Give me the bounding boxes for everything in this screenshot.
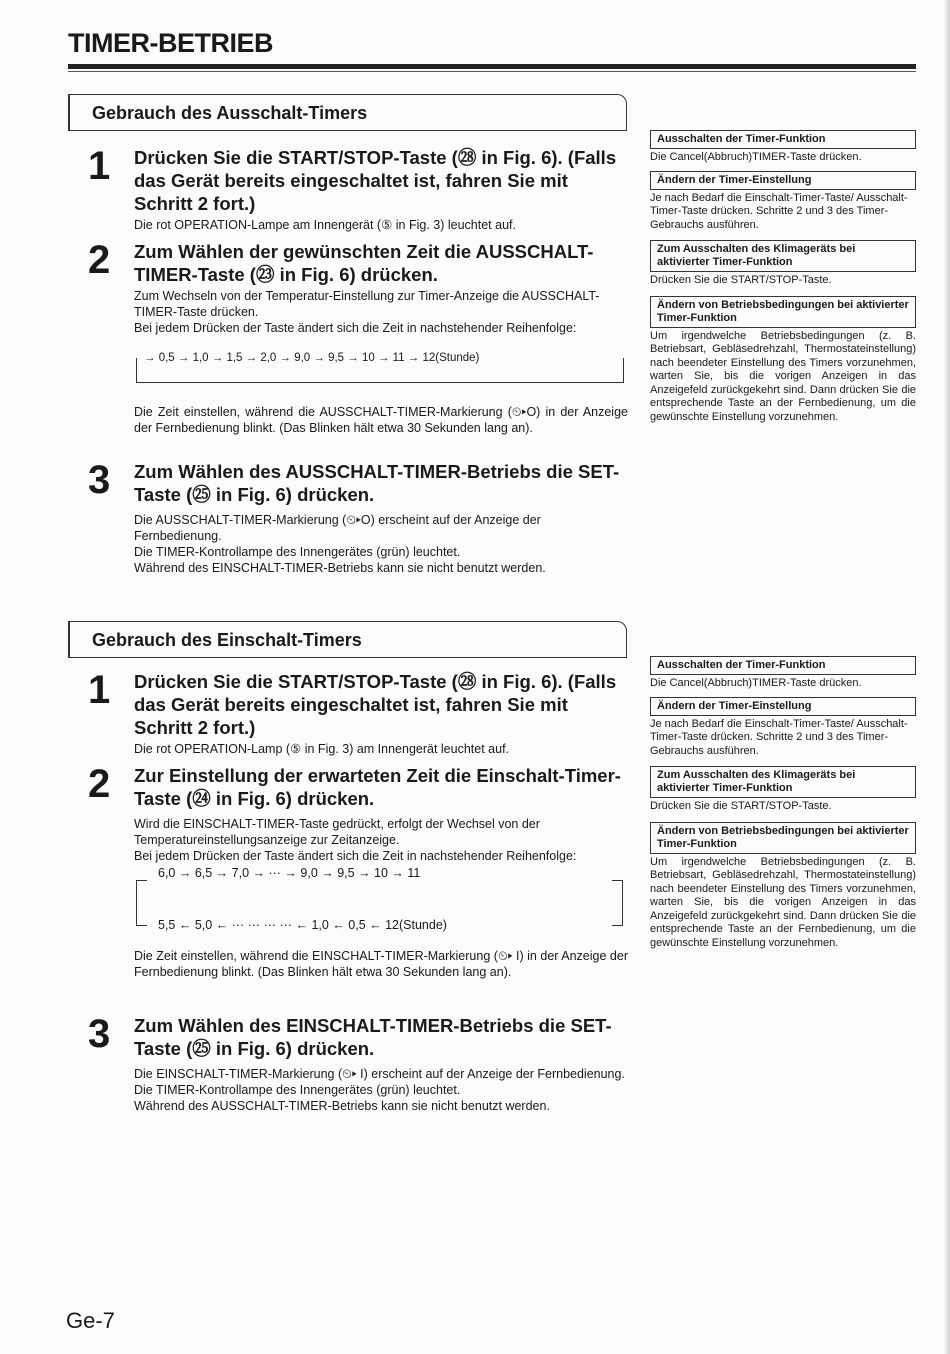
on-timer-heading: Gebrauch des Einschalt-Timers (92, 630, 362, 650)
on-sequence-backward: 5,5 ← 5,0 ← ··· ··· ··· ··· ← 1,0 ← 0,5 ← 12(Stunde) (158, 918, 447, 932)
sidebar-box-mode: Ändern von Betriebsbedingungen bei aktivierter Timer-Funktion (650, 822, 916, 854)
sidebar-box-stop: Zum Ausschalten des Klimageräts bei aktivierter Timer-Funktion (650, 240, 916, 272)
step-heading: Drücken Sie die START/STOP-Taste (㉘ in Fig. 6). (Falls das Gerät bereits eingeschaltet ist, fahren Sie mit Schritt 2 fort.) (134, 147, 617, 214)
off-step-2 (68, 240, 628, 336)
step-text: Die Zeit einstellen, während die EINSCHALT-TIMER-Markierung (⏲▸ I) in der Anzeige der Fernbedienung blinkt. (Das Blinken hält etwa 30 Sekunden lang an). (134, 949, 628, 979)
step-heading: Drücken Sie die START/STOP-Taste (㉘ in Fig. 6). (Falls das Gerät bereits eingeschaltet ist, fahren Sie mit Schritt 2 fort.) (134, 671, 617, 738)
on-step-3 (68, 1014, 628, 1114)
page-title: TIMER-BETRIEB (68, 28, 273, 58)
sidebar-text-change: Je nach Bedarf die Einschalt-Timer-Taste/ Ausschalt-Timer-Taste drücken. Schritte 2 und 3 des Timer-Gebrauchs ausführen. (650, 191, 908, 231)
on-sidebar (650, 656, 916, 950)
sidebar-box-stop: Zum Ausschalten des Klimageräts bei aktivierter Timer-Funktion (650, 766, 916, 798)
step-text: Die AUSSCHALT-TIMER-Markierung (⏲▸O) erscheint auf der Anzeige der Fernbedienung. (134, 513, 541, 543)
sidebar-text-change: Je nach Bedarf die Einschalt-Timer-Taste/ Ausschalt-Timer-Taste drücken. Schritte 2 und 3 des Timer-Gebrauchs ausführen. (650, 717, 908, 757)
step-text: Die TIMER-Kontrollampe des Innengerätes (grün) leuchtet. (134, 1083, 461, 1097)
step-text: Während des EINSCHALT-TIMER-Betriebs kann sie nicht benutzt werden. (134, 561, 546, 575)
sidebar-box-change: Ändern der Timer-Einstellung (650, 697, 916, 716)
step-text: Wird die EINSCHALT-TIMER-Taste gedrückt, erfolgt der Wechsel von der Temperatureinstellungsanzeige zur Zeitanzeige. (134, 817, 540, 847)
sidebar-text-mode: Um irgendwelche Betriebsbedingungen (z. B. Betriebsart, Gebläsedrehzahl, Thermostateinstellung) nach beendeter Einstellung des Timers vorzunehmen, warten Sie, bis die vorigen Anzeigen in das Anzeigefeld zurückgekehrt sind. Dann drücken Sie die entsprechende Taste an der Fernbedienung, um die gewünschte Einstellung vorzunehmen. (650, 855, 916, 949)
step-text: Die EINSCHALT-TIMER-Markierung (⏲▸ I) erscheint auf der Anzeige der Fernbedienung. (134, 1067, 625, 1081)
step-text: Die rot OPERATION-Lampe am Innengerät (⑤ in Fig. 3) leuchtet auf. (134, 218, 516, 232)
step-heading: Zum Wählen des EINSCHALT-TIMER-Betriebs die SET-Taste (㉕ in Fig. 6) drücken. (134, 1015, 612, 1059)
off-sidebar (650, 130, 916, 424)
step-heading: Zum Wählen der gewünschten Zeit die AUSSCHALT-TIMER-Taste (㉓ in Fig. 6) drücken. (134, 241, 594, 285)
page-number: Ge-7 (66, 1308, 115, 1333)
off-step-3 (68, 460, 628, 576)
sidebar-box-cancel: Ausschalten der Timer-Funktion (650, 130, 916, 149)
step-text: Bei jedem Drücken der Taste ändert sich die Zeit in nachstehender Reihenfolge: (134, 849, 577, 863)
on-sequence-left-bracket (136, 880, 147, 926)
title-rule-thin (68, 71, 916, 72)
on-step-2 (68, 764, 628, 864)
sidebar-text-stop: Drücken Sie die START/STOP-Taste. (650, 274, 832, 286)
sidebar-text-stop: Drücken Sie die START/STOP-Taste. (650, 800, 832, 812)
title-rule (68, 64, 916, 69)
on-step-1 (68, 670, 628, 757)
sidebar-box-mode: Ändern von Betriebsbedingungen bei aktivierter Timer-Funktion (650, 296, 916, 328)
sidebar-box-cancel: Ausschalten der Timer-Funktion (650, 656, 916, 675)
step-text: Während des AUSSCHALT-TIMER-Betriebs kann sie nicht benutzt werden. (134, 1099, 550, 1113)
step-number: 1 (88, 144, 111, 188)
off-timer-heading: Gebrauch des Ausschalt-Timers (92, 103, 368, 123)
step-number: 3 (88, 458, 111, 502)
step-number: 1 (88, 668, 111, 712)
step-text: Die rot OPERATION-Lamp (⑤ in Fig. 3) am Innengerät leuchtet auf. (134, 742, 510, 756)
step-text: Die TIMER-Kontrollampe des Innengerätes (grün) leuchtet. (134, 545, 461, 559)
step-heading: Zur Einstellung der erwarteten Zeit die Einschalt-Timer-Taste (㉔ in Fig. 6) drücken. (134, 765, 621, 809)
sidebar-text-cancel: Die Cancel(Abbruch)TIMER-Taste drücken. (650, 151, 862, 163)
on-step-2-after (68, 946, 628, 980)
on-timer-heading-box (68, 621, 627, 658)
off-step-1 (68, 146, 628, 233)
step-text: Die Zeit einstellen, während die AUSSCHALT-TIMER-Markierung (⏲▸O) in der Anzeige der Fernbedienung blinkt. (Das Blinken hält etwa 30 Sekunden lang an). (134, 405, 628, 435)
step-number: 2 (88, 238, 111, 282)
off-timer-heading-box (68, 94, 627, 131)
sidebar-text-mode: Um irgendwelche Betriebsbedingungen (z. B. Betriebsart, Gebläsedrehzahl, Thermostateinstellung) nach beendeter Einstellung des Timers vorzunehmen, warten Sie, bis die vorigen Anzeigen in das Anzeigefeld zurückgekehrt sind. Dann drücken Sie die entsprechende Taste an der Fernbedienung, um die gewünschte Einstellung vorzunehmen. (650, 329, 916, 423)
sidebar-text-cancel: Die Cancel(Abbruch)TIMER-Taste drücken. (650, 677, 862, 689)
on-sequence-forward: 6,0 → 6,5 → 7,0 → ··· → 9,0 → 9,5 → 10 → 11 (158, 866, 421, 880)
page-edge-shadow (944, 0, 950, 1354)
step-text: Zum Wechseln von der Temperatur-Einstellung zur Timer-Anzeige die AUSSCHALT-TIMER-Taste drücken. (134, 289, 600, 319)
off-step-2-after (68, 402, 628, 436)
step-text: Bei jedem Drücken der Taste ändert sich die Zeit in nachstehender Reihenfolge: (134, 321, 577, 335)
off-sequence: → 0,5 → 1,0 → 1,5 → 2,0 → 9,0 → 9,5 → 10 → 11 → 12(Stunde) (144, 352, 480, 364)
step-number: 3 (88, 1012, 111, 1056)
on-sequence-right-bracket (612, 880, 623, 926)
sidebar-box-change: Ändern der Timer-Einstellung (650, 171, 916, 190)
step-number: 2 (88, 762, 111, 806)
step-heading: Zum Wählen des AUSSCHALT-TIMER-Betriebs die SET-Taste (㉕ in Fig. 6) drücken. (134, 461, 620, 505)
